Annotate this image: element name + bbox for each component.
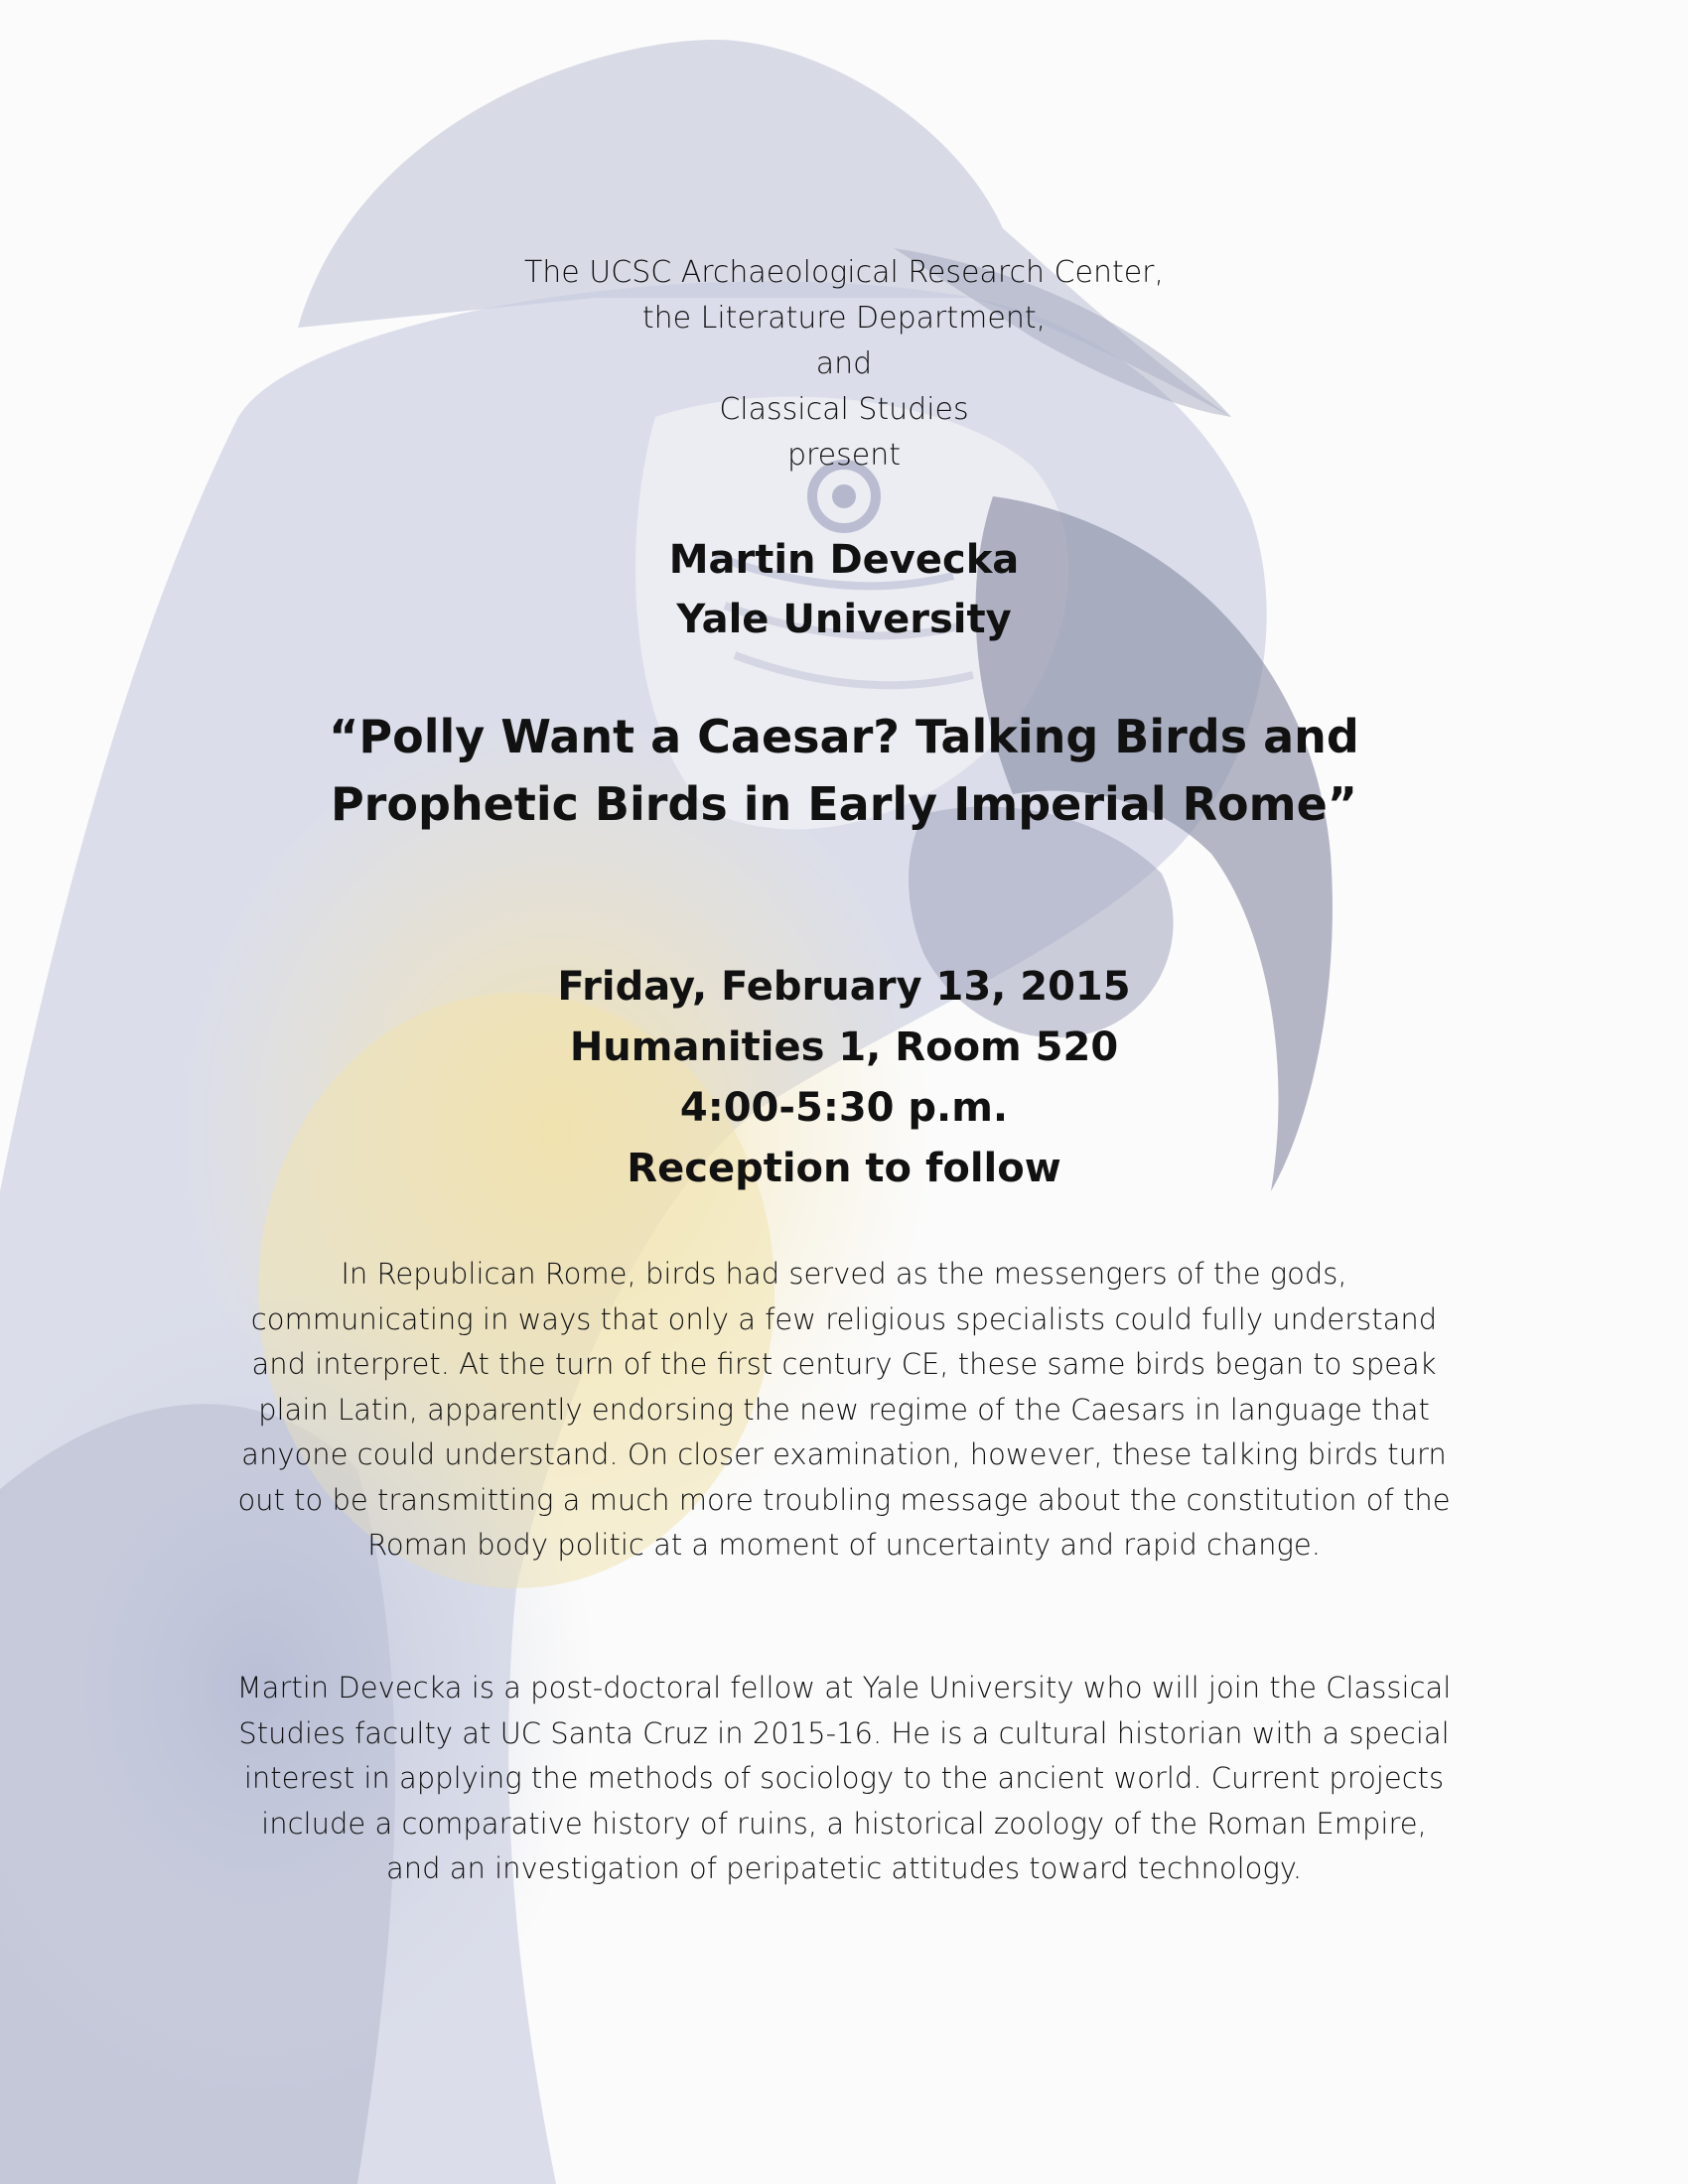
event-location: Humanities 1, Room 520 [569,1024,1119,1070]
presenter-line: The UCSC Archaeological Research Center, [523,255,1165,290]
presenters-block [0,250,1688,478]
event-time: 4:00-5:30 p.m. [679,1085,1009,1131]
speaker-affiliation: Yale University [676,597,1012,642]
presenter-line: Classical Studies [719,392,969,427]
presenter-line: the Literature Department, [641,301,1047,336]
talk-title: “Polly Want a Caesar? Talking Birds and Prophetic Birds in Early Imperial Rome” [329,710,1359,831]
event-details [0,957,1688,1199]
abstract-paragraph: In Republican Rome, birds had served as the messengers of the gods, communicating in ways that only a few religious specialists could fully understand and interpret. At the turn of the first century CE, these same birds began to speak plain Latin, apparently endorsing the new regime of the Caesars in language that anyone could understand. On closer examination, however, these talking birds turn out to be transmitting a much more troubling message about the constitution of the Roman body politic at a moment of uncertainty and rapid change. [237,1257,1451,1562]
event-reception: Reception to follow [627,1146,1061,1191]
presenter-line: and [815,346,873,381]
event-date: Friday, February 13, 2015 [557,964,1131,1010]
speaker-bio-paragraph: Martin Devecka is a post-doctoral fellow at Yale University who will join the Classical Studies faculty at UC Santa Cruz in 2015-16. He is a cultural historian with a special interest in applying the methods of sociology to the ancient world. Current projects include a comparative history of ruins, a historical zoology of the Roman Empire, and an investigation of peripatetic attitudes toward technology. [236,1671,1452,1885]
presenter-line: present [786,438,902,473]
speaker-name: Martin Devecka [668,537,1020,583]
speaker-block [0,530,1688,649]
